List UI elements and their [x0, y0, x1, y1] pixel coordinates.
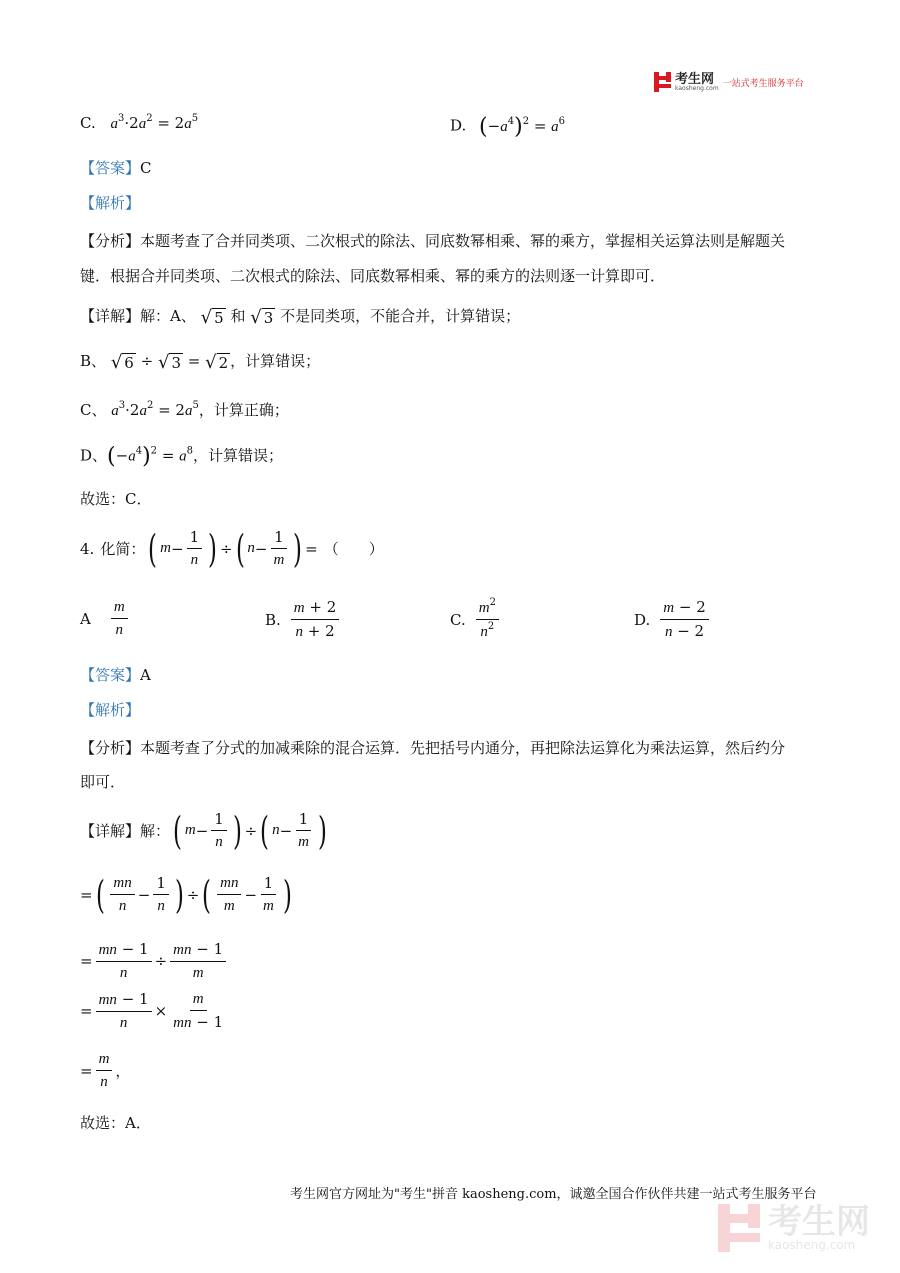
q3-option-c: C. $a^3\cdot 2a^2 = 2a^5$: [80, 113, 199, 132]
brand-slogan: 一站式考生服务平台: [722, 78, 804, 89]
q3-detail-d: D、$(-a^4)^2 = a^8$，计算错误；: [80, 444, 284, 469]
q4-detail-step-3: = $\frac{mn - 1}{n}$ ÷ $\frac{mn - 1}{m}$: [80, 940, 229, 982]
q4-option-c: C. $\frac{m^2}{n^2}$: [450, 598, 502, 641]
q4-detail-step-1: 【详解】 解： ( m − $\frac{1}{n}$ ) ÷ ( n − $\frac{1}{m}$ ): [80, 808, 327, 853]
q4-detail-step-4: = $\frac{mn - 1}{n}$ × $\frac{m}{mn - 1}$: [80, 990, 224, 1031]
q3-choose: 故选：C．: [80, 490, 152, 508]
q4-fenxi-line1: 【分析】本题考查了分式的加减乘除的混合运算．先把括号内通分，再把除法运算化为乘法运算，然后约分: [80, 739, 786, 757]
brand-logo-icon: [654, 72, 672, 92]
q4-answer: 【答案】A: [80, 666, 151, 684]
q3-detail-b: B、 √ 6 ÷ √ 3 = √ 2 ，计算错误；: [80, 351, 321, 373]
q4-fenxi-line2: 即可．: [80, 773, 126, 791]
watermark: [718, 1204, 870, 1252]
q3-detail-a: 【详解】解：A、 √ 5 和 √ 3 不是同类项，不能合并，计算错误；: [80, 306, 521, 328]
q4-choose: 故选：A．: [80, 1114, 151, 1132]
q4-option-d: D. $\frac{m - 2}{n - 2}$: [634, 598, 712, 641]
q3-option-d-formula: $(-a^4)^2 = a^6$: [479, 114, 566, 139]
q4-option-b: B. $\frac{m + 2}{n + 2}$: [265, 598, 342, 641]
sqrt-3: √ 3: [250, 306, 274, 328]
q3-fenxi-line2: 键．根据合并同类项、二次根式的除法、同底数幂相乘、幂的乘方的法则逐一计算即可．: [80, 267, 666, 285]
q3-detail-c: C、 $a^3\cdot 2a^2 = 2a^5$，计算正确；: [80, 400, 289, 419]
q3-option-c-formula: $a^3\cdot 2a^2 = 2a^5$: [110, 113, 199, 132]
brand-name: 考生网: [675, 71, 715, 87]
q3-option-d: D. $(-a^4)^2 = a^6$: [450, 114, 566, 139]
watermark-brand: 考生网: [768, 1202, 870, 1242]
q3-analysis-heading: 【解析】: [80, 194, 141, 212]
footer-text: 考生网官方网址为"考生"拼音 kaosheng.com，诚邀全国合作伙伴共建一站式考生服务平台: [290, 1187, 817, 1202]
watermark-domain: kaosheng.com: [768, 1238, 856, 1252]
q4-detail-step-5: = $\frac{m}{n}$ ，: [80, 1051, 131, 1090]
q4-option-a: A $\frac{m}{n}$: [80, 598, 131, 639]
q3-fenxi-line1: 【分析】本题考查了合并同类项、二次根式的除法、同底数幂相乘、幂的乘方，掌握相关运算法则是解题关: [80, 232, 786, 250]
q4-detail-step-2: = ( $\frac{mn}{n}$ − $\frac{1}{n}$ ) ÷ ( $\frac{mn}{m}$ − $\frac{1}{m}$ ): [80, 872, 292, 917]
brand-domain: kaosheng.com: [675, 84, 719, 92]
header-logo: [654, 72, 804, 92]
q3-answer: 【答案】C: [80, 159, 152, 177]
q4-stem: 4. 化简： ( m − $\frac{1}{n}$ ) ÷ ( n − $\frac{1}{m}$ ) = （ ）: [80, 526, 384, 571]
watermark-logo-icon: [718, 1204, 762, 1252]
q4-analysis-heading: 【解析】: [80, 701, 141, 719]
sqrt-5: √ 5: [200, 306, 224, 328]
